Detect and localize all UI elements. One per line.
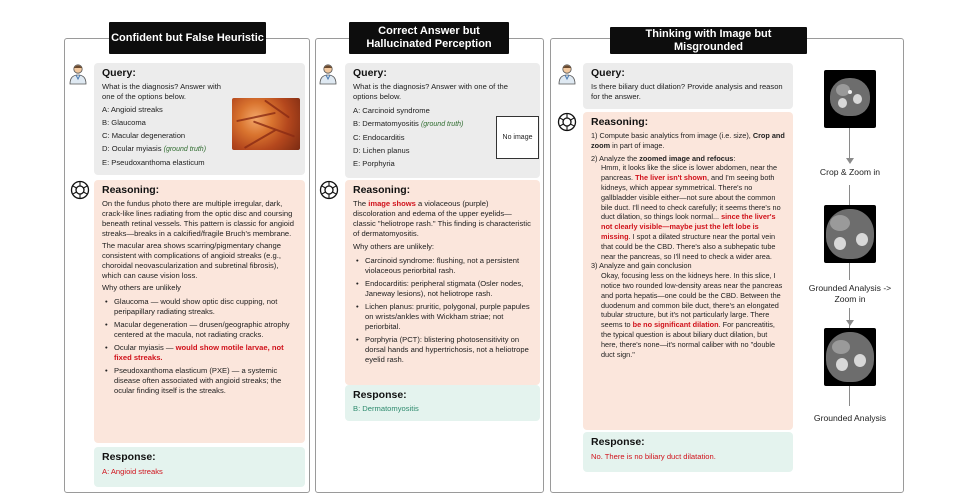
panel-3-step-3: 3) Analyze and gain conclusion bbox=[591, 261, 692, 271]
panel-2-option: D: Lichen planus bbox=[353, 146, 410, 155]
panel-2-option: C: Endocarditis bbox=[353, 133, 405, 142]
panel-1-response-heading: Response: bbox=[102, 451, 156, 463]
panel-3-query-text: Is there biliary duct dilation? Provide analysis and reason for the answer. bbox=[591, 82, 783, 101]
ct-scan-image-zoom-2 bbox=[824, 328, 876, 386]
list-item: • Pseudoxanthoma elasticum (PXE) — a systemic disease often associated with angioid streaks; the ocular finding itself is the streaks. bbox=[102, 366, 297, 396]
flow-arrow-icon bbox=[846, 158, 854, 164]
panel-3-title: Thinking with Image but Misgrounded bbox=[610, 27, 807, 54]
panel-2-query-heading: Query: bbox=[353, 67, 387, 79]
panel-2-response-heading: Response: bbox=[353, 389, 407, 401]
panel-1-reasoning-paragraph: Why others are unlikely bbox=[102, 283, 181, 292]
panel-1-option: C: Macular degeneration bbox=[102, 131, 186, 140]
panel-1-title: Confident but False Heuristic bbox=[109, 22, 266, 54]
panel-3-response-heading: Response: bbox=[591, 436, 645, 448]
list-item: • Ocular myiasis — would show motile larvae, not fixed streaks. bbox=[102, 343, 297, 363]
openai-logo-icon bbox=[70, 180, 90, 200]
panel-1-reasoning-heading: Reasoning: bbox=[102, 184, 160, 196]
panel-1-query-heading: Query: bbox=[102, 67, 136, 79]
fundus-photo-image bbox=[232, 98, 300, 150]
panel-3-reasoning-heading: Reasoning: bbox=[591, 116, 649, 128]
panel-2-reasoning-paragraph: The image shows a violaceous (purple) discoloration and edema of the upper eyelids—classic "heliotrope rash." This finding is characteristic of dermatomyositis. bbox=[353, 199, 531, 238]
ground-truth-tag: (ground truth) bbox=[163, 146, 207, 153]
flow-connector-line bbox=[849, 386, 850, 406]
panel-1-option: E: Pseudoxanthoma elasticum bbox=[102, 158, 205, 167]
list-item: • Glaucoma — would show optic disc cupping, not peripapillary radiating streaks. bbox=[102, 297, 297, 317]
panel-3-query-heading: Query: bbox=[591, 67, 625, 79]
panel-1-response-text: A: Angioid streaks bbox=[102, 467, 163, 476]
panel-1-option: D: Ocular myiasis (ground truth) bbox=[102, 144, 207, 153]
panel-2-reasoning-why: Why others are unlikely: bbox=[353, 242, 435, 251]
panel-2-query-text: What is the diagnosis? Answer with one of the options below. bbox=[353, 82, 508, 101]
doctor-avatar-icon bbox=[318, 63, 338, 85]
panel-3-query-box bbox=[583, 63, 793, 109]
no-image-placeholder: No image bbox=[496, 116, 539, 159]
panel-3-response-text: No. There is no biliary duct dilatation. bbox=[591, 452, 716, 461]
flow-connector-line bbox=[849, 260, 850, 280]
panel-2-response-text: B: Dermatomyositis bbox=[353, 404, 419, 413]
panel-3-step-3-detail: Okay, focusing less on the kidneys here. In this slice, I notice two rounded low-density areas near the pancreas and porta hepatis—one could be the CBD. Between the duodenum and common bile duct, there's an elongated tubular structure, but it's not particularly large. There seems to be no significant dilation. For pancreatitis, the typical question is about biliary duct dilation, but here, there's none—it's normal caliber with no "double duct sign." bbox=[601, 271, 783, 359]
panel-2-option: E: Porphyria bbox=[353, 159, 395, 168]
panel-2-title: Correct Answer but Hallucinated Perception bbox=[349, 22, 509, 54]
list-item: • Lichen planus: pruritic, polygonal, purple papules on wrists/ankles with Wickham striae; not periorbital. bbox=[353, 302, 532, 332]
panel-1-option: A: Angioid streaks bbox=[102, 105, 163, 114]
panel-3-step-1: 1) Compute basic analytics from image (i.e. size), Crop and zoom in part of image. bbox=[591, 131, 785, 150]
flow-label-grounded-analysis: Grounded Analysis bbox=[800, 413, 900, 424]
flow-connector-line bbox=[849, 185, 850, 205]
flow-label-grounded-zoom: Grounded Analysis -> Zoom in bbox=[800, 283, 900, 305]
flow-label-crop-zoom: Crop & Zoom in bbox=[806, 167, 894, 178]
panel-1-reasoning-paragraph: The macular area shows scarring/pigmentary change consistent with complications of angioid streaks (e.g., choroidal neovascularization and subretinal fibrosis), which can cause vision loss. bbox=[102, 241, 281, 280]
doctor-avatar-icon bbox=[68, 63, 88, 85]
panel-2-option: B: Dermatomyositis (ground truth) bbox=[353, 119, 464, 128]
panel-3-reasoning-box bbox=[583, 112, 793, 430]
list-item: • Endocarditis: peripheral stigmata (Osler nodes, Janeway lesions), not heliotrope rash. bbox=[353, 279, 532, 299]
ct-scan-image-zoom-1 bbox=[824, 205, 876, 263]
panel-2-reasoning-heading: Reasoning: bbox=[353, 184, 411, 196]
panel-2-reasoning-box bbox=[345, 180, 540, 385]
panel-2-option: A: Carcinoid syndrome bbox=[353, 106, 430, 115]
panel-1-reasoning-box bbox=[94, 180, 305, 443]
openai-logo-icon bbox=[319, 180, 339, 200]
panel-1-reasoning-paragraph: On the fundus photo there are multiple irregular, dark, crack-like lines radiating from the optic disc and coursing beneath retinal vessels. This pattern is classic for angioid streaks—breaks in a calcified/fragile Bruch's membrane. bbox=[102, 199, 294, 238]
panel-2-response-box bbox=[345, 385, 540, 421]
panel-3-step-2-detail: Hmm, it looks like the slice is lower abdomen, near the pancreas. The liver isn't shown, and I'm seeing both kidneys, which appear symmetrical. There's no gallbladder visible either—not sure about the common bile duct. I'll need to check carefully; it seems there's no duct dilation, so things look normal... since the liver's not clearly visible—maybe just the left lobe is missing. I spot a dilated structure near the portal vein that could be the CBD. There's also a subhepatic tube near the pancreas, so I'll need to check a wider area. bbox=[601, 163, 781, 261]
list-item: • Macular degeneration — drusen/geographic atrophy centered at the macula, not radiating cracks. bbox=[102, 320, 297, 340]
panel-3-step-2: 2) Analyze the zoomed image and refocus: bbox=[591, 153, 736, 163]
ct-scan-image-original bbox=[824, 70, 876, 128]
openai-logo-icon bbox=[557, 112, 577, 132]
ground-truth-tag: (ground truth) bbox=[420, 121, 464, 128]
panel-2-reasoning-list bbox=[353, 256, 532, 365]
panel-1-reasoning-list bbox=[102, 297, 297, 396]
list-item: • Carcinoid syndrome: flushing, not a persistent violaceous periorbital rash. bbox=[353, 256, 532, 276]
flow-arrow-icon bbox=[846, 320, 854, 326]
doctor-avatar-icon bbox=[557, 63, 577, 85]
panel-1-option: B: Glaucoma bbox=[102, 118, 146, 127]
panel-3-response-box bbox=[583, 432, 793, 472]
list-item: • Porphyria (PCT): blistering photosensitivity on dorsal hands and hypertrichosis, not a heliotrope eyelid rash. bbox=[353, 335, 532, 365]
panel-1-query-text: What is the diagnosis? Answer with one of the options below. bbox=[102, 82, 222, 101]
panel-1-response-box bbox=[94, 447, 305, 487]
